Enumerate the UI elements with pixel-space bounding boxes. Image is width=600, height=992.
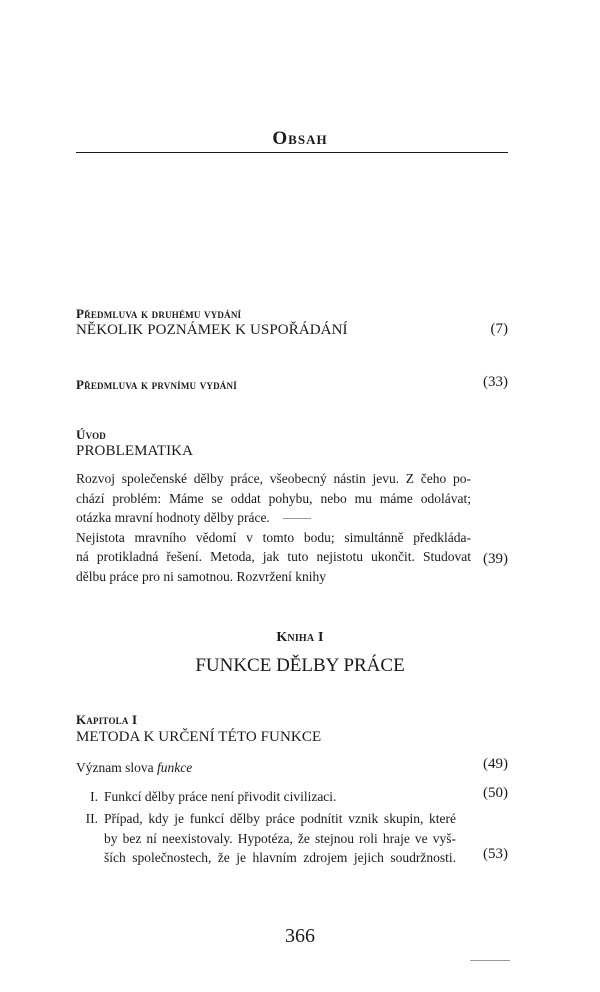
book-heading: FUNKCE DĚLBY PRÁCE [195, 655, 405, 676]
item-1-page: (50) [483, 785, 508, 801]
meaning-entry [76, 758, 192, 778]
item-2-text [104, 809, 456, 868]
scan-mark [470, 960, 510, 961]
meaning-page: (49) [483, 756, 508, 772]
intro-line-6: dělbu práce pro ni samotnou. Rozvržení knihy [76, 568, 327, 584]
intro-page: (39) [483, 551, 508, 567]
intro-text [76, 469, 471, 586]
intro-heading: PROBLEMATIKA [76, 443, 194, 459]
page-title-text: Obsah [272, 128, 328, 149]
intro-line-5: ná protikladná řešení. Metoda, jak tuto nejistotu ukončit. Studovat [76, 549, 471, 564]
meaning-prefix: Význam slova [76, 760, 154, 775]
item-1-text: Funkcí dělby práce není přivodit civilizaci. [104, 789, 337, 804]
preface1-page: (33) [483, 374, 508, 390]
item-2-page: (53) [483, 846, 508, 862]
item-1-num: I. [90, 789, 98, 804]
chapter-label: Kapitola I [76, 712, 138, 727]
item-2-line-3: ších společnostech, že je hlavním zdrojem jejich soudržnosti. [104, 850, 456, 865]
preface1-label: Předmluva k prvnímu vydání [76, 377, 237, 392]
intro-line-1: Rozvoj společenské dělby práce, všeobecný nástin jevu. Z čeho po- [76, 471, 471, 486]
chapter-heading: METODA K URČENÍ TÉTO FUNKCE [76, 729, 322, 745]
item-2-line-2: by bez ní neexistovaly. Hypotéza, že stejnou roli hraje ve vyš- [104, 830, 456, 846]
preface2-page: (7) [490, 321, 508, 337]
page-title [0, 128, 600, 150]
book-label: Kniha I [276, 630, 324, 645]
stray-mark [283, 518, 311, 519]
page-number: 366 [285, 925, 315, 947]
title-rule [76, 152, 508, 153]
intro-line-3-text: otázka mravní hodnoty dělby práce. [76, 510, 270, 525]
preface2-label: Předmluva k druhému vydání [76, 306, 242, 321]
intro-line-4: Nejistota mravního vědomí v tomto bodu; simultánně předkláda- [76, 529, 471, 545]
intro-line-2: chází problém: Máme se oddat pohybu, nebo mu máme odolávat; [76, 490, 471, 506]
item-2-line-1: Případ, kdy je funkcí dělby práce podnítit vznik skupin, které [104, 811, 456, 826]
intro-line-3 [76, 508, 471, 528]
intro-label: Úvod [76, 427, 107, 442]
meaning-word: funkce [156, 760, 193, 775]
item-2-num: II. [85, 811, 98, 826]
preface2-heading: NĚKOLIK POZNÁMEK K USPOŘÁDÁNÍ [76, 322, 348, 338]
